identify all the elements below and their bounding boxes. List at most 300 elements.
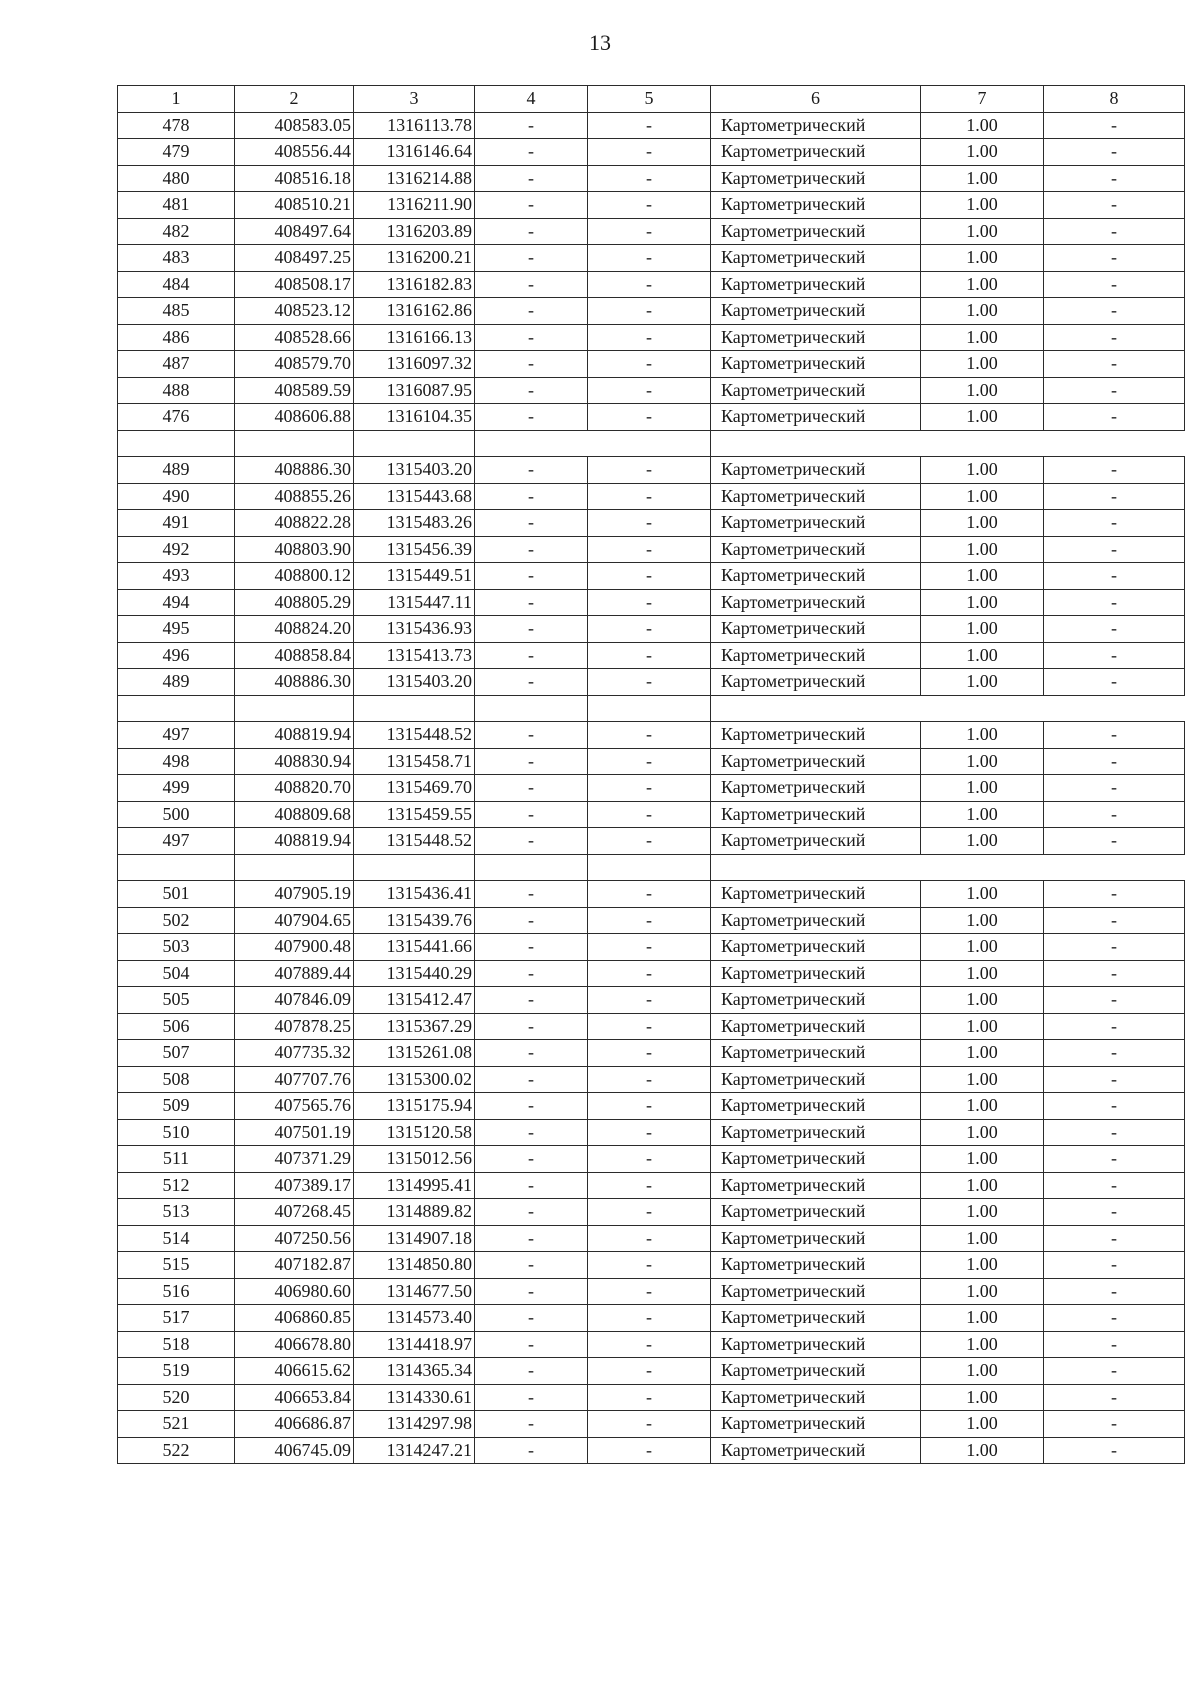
cell-y-coordinate: 1315458.71 xyxy=(354,748,475,775)
cell-col-8-value: - xyxy=(1044,960,1185,987)
table-row xyxy=(118,377,1185,404)
cell-col-5-value: - xyxy=(588,139,711,166)
table-row xyxy=(118,960,1185,987)
cell-col-4-value: - xyxy=(475,1305,588,1332)
cell-point-number: 497 xyxy=(118,828,235,855)
cell-point-number: 492 xyxy=(118,536,235,563)
cell-point-number: 513 xyxy=(118,1199,235,1226)
cell-y-coordinate: 1316104.35 xyxy=(354,404,475,431)
cell-col-5-value: - xyxy=(588,616,711,643)
cell-x-coordinate: 407501.19 xyxy=(235,1119,354,1146)
table-row xyxy=(118,1225,1185,1252)
cell-col-5-value: - xyxy=(588,536,711,563)
cell-accuracy: 1.00 xyxy=(921,536,1044,563)
cell-y-coordinate: 1315459.55 xyxy=(354,801,475,828)
cell-accuracy: 1.00 xyxy=(921,1066,1044,1093)
cell-col-4-value: - xyxy=(475,1411,588,1438)
table-row xyxy=(118,987,1185,1014)
cell-method: Картометрический xyxy=(711,165,921,192)
cell-col-8-value: - xyxy=(1044,536,1185,563)
cell-col-4-value: - xyxy=(475,987,588,1014)
cell-method: Картометрический xyxy=(711,271,921,298)
cell-col-8-value: - xyxy=(1044,1066,1185,1093)
cell-method: Картометрический xyxy=(711,298,921,325)
cell-col-5-value: - xyxy=(588,722,711,749)
cell-x-coordinate: 407878.25 xyxy=(235,1013,354,1040)
cell-method: Картометрический xyxy=(711,483,921,510)
cell-point-number: 515 xyxy=(118,1252,235,1279)
cell-y-coordinate: 1315441.66 xyxy=(354,934,475,961)
cell-accuracy: 1.00 xyxy=(921,987,1044,1014)
cell-col-5-value: - xyxy=(588,457,711,484)
table-row xyxy=(118,218,1185,245)
separator-cell xyxy=(475,854,588,881)
table-row xyxy=(118,748,1185,775)
cell-x-coordinate: 408579.70 xyxy=(235,351,354,378)
cell-method: Картометрический xyxy=(711,616,921,643)
cell-accuracy: 1.00 xyxy=(921,616,1044,643)
cell-x-coordinate: 408824.20 xyxy=(235,616,354,643)
cell-col-4-value: - xyxy=(475,1013,588,1040)
cell-accuracy: 1.00 xyxy=(921,1146,1044,1173)
cell-col-8-value: - xyxy=(1044,881,1185,908)
cell-accuracy: 1.00 xyxy=(921,351,1044,378)
cell-method: Картометрический xyxy=(711,934,921,961)
cell-method: Картометрический xyxy=(711,510,921,537)
cell-col-4-value: - xyxy=(475,536,588,563)
cell-col-5-value: - xyxy=(588,1119,711,1146)
cell-col-4-value: - xyxy=(475,1146,588,1173)
table-row xyxy=(118,324,1185,351)
cell-col-5-value: - xyxy=(588,271,711,298)
cell-accuracy: 1.00 xyxy=(921,960,1044,987)
cell-y-coordinate: 1315403.20 xyxy=(354,669,475,696)
cell-col-8-value: - xyxy=(1044,987,1185,1014)
cell-col-4-value: - xyxy=(475,324,588,351)
cell-col-5-value: - xyxy=(588,351,711,378)
group-separator-row xyxy=(118,430,1185,457)
cell-col-4-value: - xyxy=(475,351,588,378)
cell-col-8-value: - xyxy=(1044,165,1185,192)
cell-method: Картометрический xyxy=(711,563,921,590)
cell-x-coordinate: 406745.09 xyxy=(235,1437,354,1464)
coordinates-table-body xyxy=(118,86,1185,1464)
cell-method: Картометрический xyxy=(711,828,921,855)
cell-y-coordinate: 1315440.29 xyxy=(354,960,475,987)
cell-point-number: 508 xyxy=(118,1066,235,1093)
cell-method: Картометрический xyxy=(711,801,921,828)
cell-col-4-value: - xyxy=(475,271,588,298)
cell-point-number: 478 xyxy=(118,112,235,139)
cell-col-8-value: - xyxy=(1044,483,1185,510)
table-row xyxy=(118,934,1185,961)
separator-cell xyxy=(475,695,588,722)
cell-accuracy: 1.00 xyxy=(921,1252,1044,1279)
table-row xyxy=(118,192,1185,219)
cell-x-coordinate: 407268.45 xyxy=(235,1199,354,1226)
separator-cell xyxy=(921,854,1044,881)
cell-y-coordinate: 1314995.41 xyxy=(354,1172,475,1199)
cell-col-4-value: - xyxy=(475,483,588,510)
cell-x-coordinate: 408606.88 xyxy=(235,404,354,431)
cell-col-8-value: - xyxy=(1044,934,1185,961)
cell-col-8-value: - xyxy=(1044,192,1185,219)
cell-col-5-value: - xyxy=(588,1225,711,1252)
cell-col-5-value: - xyxy=(588,1040,711,1067)
table-row xyxy=(118,616,1185,643)
cell-point-number: 494 xyxy=(118,589,235,616)
cell-point-number: 486 xyxy=(118,324,235,351)
table-row xyxy=(118,722,1185,749)
table-row xyxy=(118,271,1185,298)
table-row xyxy=(118,1252,1185,1279)
separator-cell xyxy=(354,854,475,881)
cell-col-5-value: - xyxy=(588,1066,711,1093)
cell-point-number: 501 xyxy=(118,881,235,908)
table-row xyxy=(118,828,1185,855)
cell-x-coordinate: 408528.66 xyxy=(235,324,354,351)
cell-col-4-value: - xyxy=(475,1040,588,1067)
cell-method: Картометрический xyxy=(711,404,921,431)
cell-method: Картометрический xyxy=(711,960,921,987)
cell-accuracy: 1.00 xyxy=(921,1013,1044,1040)
cell-x-coordinate: 407389.17 xyxy=(235,1172,354,1199)
cell-col-8-value: - xyxy=(1044,404,1185,431)
cell-point-number: 485 xyxy=(118,298,235,325)
cell-accuracy: 1.00 xyxy=(921,112,1044,139)
cell-point-number: 497 xyxy=(118,722,235,749)
cell-col-4-value: - xyxy=(475,1199,588,1226)
cell-point-number: 511 xyxy=(118,1146,235,1173)
table-row xyxy=(118,1331,1185,1358)
cell-col-4-value: - xyxy=(475,642,588,669)
cell-method: Картометрический xyxy=(711,1013,921,1040)
cell-y-coordinate: 1315449.51 xyxy=(354,563,475,590)
cell-y-coordinate: 1314247.21 xyxy=(354,1437,475,1464)
table-row xyxy=(118,457,1185,484)
cell-point-number: 512 xyxy=(118,1172,235,1199)
table-row xyxy=(118,1093,1185,1120)
cell-point-number: 488 xyxy=(118,377,235,404)
cell-accuracy: 1.00 xyxy=(921,775,1044,802)
cell-x-coordinate: 408523.12 xyxy=(235,298,354,325)
cell-col-5-value: - xyxy=(588,1199,711,1226)
cell-accuracy: 1.00 xyxy=(921,934,1044,961)
cell-method: Картометрический xyxy=(711,139,921,166)
cell-col-4-value: - xyxy=(475,563,588,590)
table-row xyxy=(118,1146,1185,1173)
cell-col-8-value: - xyxy=(1044,1411,1185,1438)
table-row xyxy=(118,1411,1185,1438)
cell-y-coordinate: 1315412.47 xyxy=(354,987,475,1014)
cell-col-4-value: - xyxy=(475,192,588,219)
cell-col-5-value: - xyxy=(588,404,711,431)
column-header-3: 3 xyxy=(354,86,475,113)
group-separator-row xyxy=(118,695,1185,722)
cell-point-number: 519 xyxy=(118,1358,235,1385)
cell-point-number: 491 xyxy=(118,510,235,537)
cell-x-coordinate: 406615.62 xyxy=(235,1358,354,1385)
separator-cell xyxy=(588,854,711,881)
table-row xyxy=(118,483,1185,510)
cell-accuracy: 1.00 xyxy=(921,245,1044,272)
cell-col-5-value: - xyxy=(588,987,711,1014)
table-row xyxy=(118,112,1185,139)
cell-col-4-value: - xyxy=(475,589,588,616)
cell-x-coordinate: 407735.32 xyxy=(235,1040,354,1067)
cell-y-coordinate: 1314365.34 xyxy=(354,1358,475,1385)
cell-y-coordinate: 1314330.61 xyxy=(354,1384,475,1411)
cell-point-number: 499 xyxy=(118,775,235,802)
cell-col-5-value: - xyxy=(588,960,711,987)
cell-x-coordinate: 407565.76 xyxy=(235,1093,354,1120)
cell-accuracy: 1.00 xyxy=(921,1225,1044,1252)
cell-method: Картометрический xyxy=(711,1331,921,1358)
cell-point-number: 509 xyxy=(118,1093,235,1120)
cell-y-coordinate: 1316113.78 xyxy=(354,112,475,139)
cell-x-coordinate: 408510.21 xyxy=(235,192,354,219)
cell-col-4-value: - xyxy=(475,801,588,828)
table-row xyxy=(118,536,1185,563)
cell-accuracy: 1.00 xyxy=(921,1384,1044,1411)
separator-cell xyxy=(711,854,921,881)
cell-x-coordinate: 407846.09 xyxy=(235,987,354,1014)
cell-method: Картометрический xyxy=(711,536,921,563)
cell-accuracy: 1.00 xyxy=(921,218,1044,245)
table-row xyxy=(118,351,1185,378)
cell-col-5-value: - xyxy=(588,1331,711,1358)
cell-col-4-value: - xyxy=(475,1066,588,1093)
table-row xyxy=(118,1040,1185,1067)
cell-method: Картометрический xyxy=(711,1437,921,1464)
column-header-7: 7 xyxy=(921,86,1044,113)
cell-y-coordinate: 1316200.21 xyxy=(354,245,475,272)
separator-cell xyxy=(711,695,921,722)
cell-accuracy: 1.00 xyxy=(921,589,1044,616)
cell-col-8-value: - xyxy=(1044,1384,1185,1411)
cell-accuracy: 1.00 xyxy=(921,1119,1044,1146)
cell-col-4-value: - xyxy=(475,934,588,961)
cell-point-number: 484 xyxy=(118,271,235,298)
cell-col-5-value: - xyxy=(588,934,711,961)
group-separator-row xyxy=(118,854,1185,881)
cell-col-4-value: - xyxy=(475,1358,588,1385)
cell-accuracy: 1.00 xyxy=(921,642,1044,669)
cell-y-coordinate: 1316146.64 xyxy=(354,139,475,166)
cell-x-coordinate: 408819.94 xyxy=(235,828,354,855)
cell-method: Картометрический xyxy=(711,1040,921,1067)
cell-col-4-value: - xyxy=(475,1093,588,1120)
cell-col-4-value: - xyxy=(475,828,588,855)
cell-col-8-value: - xyxy=(1044,377,1185,404)
cell-col-5-value: - xyxy=(588,218,711,245)
separator-cell xyxy=(354,430,475,457)
cell-col-5-value: - xyxy=(588,483,711,510)
table-row xyxy=(118,510,1185,537)
cell-point-number: 482 xyxy=(118,218,235,245)
column-header-8: 8 xyxy=(1044,86,1185,113)
cell-col-4-value: - xyxy=(475,669,588,696)
cell-accuracy: 1.00 xyxy=(921,457,1044,484)
cell-y-coordinate: 1316087.95 xyxy=(354,377,475,404)
cell-method: Картометрический xyxy=(711,722,921,749)
cell-y-coordinate: 1315447.11 xyxy=(354,589,475,616)
cell-y-coordinate: 1314677.50 xyxy=(354,1278,475,1305)
cell-x-coordinate: 408809.68 xyxy=(235,801,354,828)
cell-method: Картометрический xyxy=(711,457,921,484)
cell-point-number: 483 xyxy=(118,245,235,272)
cell-accuracy: 1.00 xyxy=(921,669,1044,696)
cell-y-coordinate: 1315436.93 xyxy=(354,616,475,643)
cell-col-8-value: - xyxy=(1044,1119,1185,1146)
cell-col-5-value: - xyxy=(588,377,711,404)
cell-method: Картометрический xyxy=(711,192,921,219)
cell-method: Картометрический xyxy=(711,642,921,669)
cell-point-number: 476 xyxy=(118,404,235,431)
separator-cell xyxy=(235,430,354,457)
cell-y-coordinate: 1316211.90 xyxy=(354,192,475,219)
cell-accuracy: 1.00 xyxy=(921,271,1044,298)
cell-method: Картометрический xyxy=(711,1252,921,1279)
cell-point-number: 489 xyxy=(118,669,235,696)
cell-accuracy: 1.00 xyxy=(921,377,1044,404)
cell-point-number: 479 xyxy=(118,139,235,166)
cell-accuracy: 1.00 xyxy=(921,1199,1044,1226)
table-row xyxy=(118,404,1185,431)
cell-method: Картометрический xyxy=(711,351,921,378)
separator-cell xyxy=(921,430,1044,457)
cell-col-8-value: - xyxy=(1044,324,1185,351)
column-header-1: 1 xyxy=(118,86,235,113)
cell-x-coordinate: 406653.84 xyxy=(235,1384,354,1411)
cell-method: Картометрический xyxy=(711,1305,921,1332)
cell-col-8-value: - xyxy=(1044,1278,1185,1305)
cell-point-number: 498 xyxy=(118,748,235,775)
table-row xyxy=(118,1119,1185,1146)
cell-x-coordinate: 408516.18 xyxy=(235,165,354,192)
cell-col-4-value: - xyxy=(475,139,588,166)
cell-point-number: 480 xyxy=(118,165,235,192)
cell-x-coordinate: 408497.64 xyxy=(235,218,354,245)
cell-col-4-value: - xyxy=(475,1172,588,1199)
cell-y-coordinate: 1316097.32 xyxy=(354,351,475,378)
cell-y-coordinate: 1315448.52 xyxy=(354,722,475,749)
separator-cell xyxy=(354,695,475,722)
cell-x-coordinate: 408556.44 xyxy=(235,139,354,166)
cell-y-coordinate: 1315367.29 xyxy=(354,1013,475,1040)
cell-method: Картометрический xyxy=(711,907,921,934)
table-row xyxy=(118,139,1185,166)
cell-x-coordinate: 407371.29 xyxy=(235,1146,354,1173)
cell-y-coordinate: 1316214.88 xyxy=(354,165,475,192)
cell-method: Картометрический xyxy=(711,775,921,802)
table-row xyxy=(118,563,1185,590)
cell-col-5-value: - xyxy=(588,324,711,351)
cell-x-coordinate: 407900.48 xyxy=(235,934,354,961)
cell-y-coordinate: 1315436.41 xyxy=(354,881,475,908)
separator-cell xyxy=(588,695,711,722)
cell-col-5-value: - xyxy=(588,1146,711,1173)
cell-method: Картометрический xyxy=(711,218,921,245)
column-header-4: 4 xyxy=(475,86,588,113)
column-header-2: 2 xyxy=(235,86,354,113)
cell-col-5-value: - xyxy=(588,1013,711,1040)
cell-point-number: 520 xyxy=(118,1384,235,1411)
cell-x-coordinate: 408805.29 xyxy=(235,589,354,616)
cell-point-number: 496 xyxy=(118,642,235,669)
cell-col-4-value: - xyxy=(475,1225,588,1252)
cell-col-4-value: - xyxy=(475,1437,588,1464)
cell-col-8-value: - xyxy=(1044,1331,1185,1358)
cell-col-5-value: - xyxy=(588,775,711,802)
cell-y-coordinate: 1315439.76 xyxy=(354,907,475,934)
cell-accuracy: 1.00 xyxy=(921,1172,1044,1199)
cell-x-coordinate: 406980.60 xyxy=(235,1278,354,1305)
cell-x-coordinate: 408822.28 xyxy=(235,510,354,537)
cell-method: Картометрический xyxy=(711,881,921,908)
separator-cell xyxy=(588,430,711,457)
cell-col-4-value: - xyxy=(475,722,588,749)
cell-col-4-value: - xyxy=(475,907,588,934)
cell-method: Картометрический xyxy=(711,1278,921,1305)
cell-x-coordinate: 408508.17 xyxy=(235,271,354,298)
cell-col-8-value: - xyxy=(1044,510,1185,537)
cell-point-number: 490 xyxy=(118,483,235,510)
cell-y-coordinate: 1315448.52 xyxy=(354,828,475,855)
cell-accuracy: 1.00 xyxy=(921,1411,1044,1438)
cell-accuracy: 1.00 xyxy=(921,1331,1044,1358)
cell-x-coordinate: 408800.12 xyxy=(235,563,354,590)
table-row xyxy=(118,298,1185,325)
cell-accuracy: 1.00 xyxy=(921,722,1044,749)
cell-method: Картометрический xyxy=(711,1146,921,1173)
coordinates-table xyxy=(117,85,1185,1464)
cell-col-8-value: - xyxy=(1044,722,1185,749)
cell-point-number: 505 xyxy=(118,987,235,1014)
cell-x-coordinate: 408583.05 xyxy=(235,112,354,139)
cell-method: Картометрический xyxy=(711,1066,921,1093)
cell-method: Картометрический xyxy=(711,1358,921,1385)
cell-accuracy: 1.00 xyxy=(921,563,1044,590)
cell-col-5-value: - xyxy=(588,1278,711,1305)
cell-accuracy: 1.00 xyxy=(921,192,1044,219)
table-header-row xyxy=(118,86,1185,113)
cell-col-5-value: - xyxy=(588,1358,711,1385)
cell-point-number: 489 xyxy=(118,457,235,484)
cell-col-8-value: - xyxy=(1044,1146,1185,1173)
cell-method: Картометрический xyxy=(711,748,921,775)
cell-y-coordinate: 1314418.97 xyxy=(354,1331,475,1358)
cell-col-8-value: - xyxy=(1044,907,1185,934)
cell-col-8-value: - xyxy=(1044,828,1185,855)
page-number: 13 xyxy=(589,30,611,55)
cell-col-8-value: - xyxy=(1044,1252,1185,1279)
cell-accuracy: 1.00 xyxy=(921,1305,1044,1332)
cell-col-5-value: - xyxy=(588,669,711,696)
column-header-5: 5 xyxy=(588,86,711,113)
cell-method: Картометрический xyxy=(711,112,921,139)
cell-col-5-value: - xyxy=(588,828,711,855)
cell-y-coordinate: 1316182.83 xyxy=(354,271,475,298)
cell-col-8-value: - xyxy=(1044,271,1185,298)
cell-point-number: 504 xyxy=(118,960,235,987)
cell-col-8-value: - xyxy=(1044,1172,1185,1199)
cell-col-5-value: - xyxy=(588,801,711,828)
cell-x-coordinate: 406678.80 xyxy=(235,1331,354,1358)
cell-point-number: 518 xyxy=(118,1331,235,1358)
cell-x-coordinate: 408830.94 xyxy=(235,748,354,775)
cell-y-coordinate: 1314573.40 xyxy=(354,1305,475,1332)
